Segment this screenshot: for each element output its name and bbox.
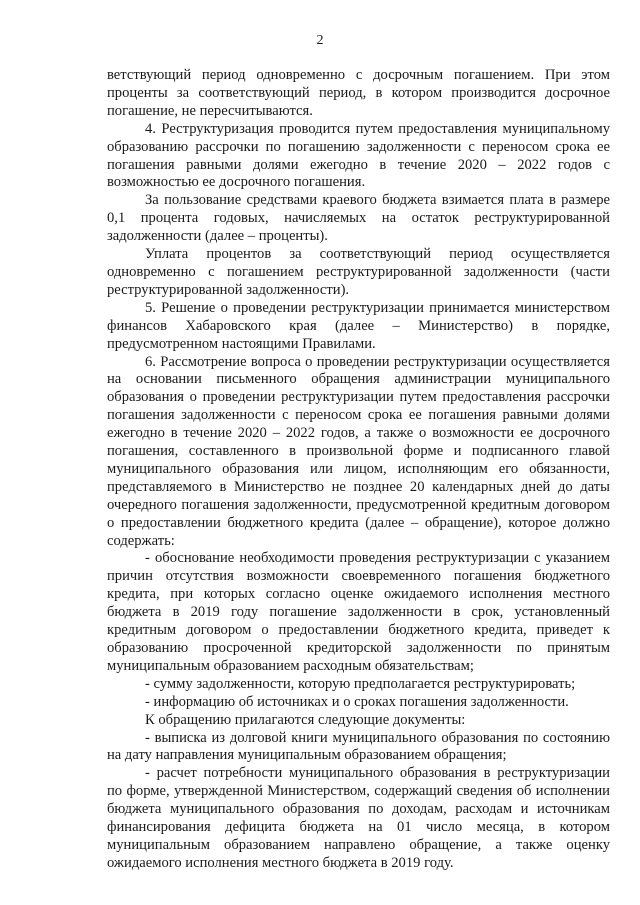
list-item-justification: - обоснование необходимости проведения реструктуризации с указанием причин отсутствия возможности своевременного погашения бюджетного кредита, при которых согласно оценке ожидаемого исполнения местного бюджета в 2019 году погашение задолженности в срок, установленный кредитным договором о предоставлении бюджетного кредита, приведет к образованию просроченной кредиторской задолженности по принятым муниципальным образованием расходным обязательствам;	[107, 550, 610, 674]
paragraph-item-4: 4. Реструктуризация проводится путем предоставления муниципальному образованию рассрочки по погашению задолженности с переносом срока ее погашения равными долями ежегодно в течение 2020 – 2022 годов с возможностью ее досрочного погашения.	[107, 120, 610, 191]
paragraph-attachments-intro: К обращению прилагаются следующие документы:	[145, 711, 466, 728]
list-item-debt-amount: - сумму задолженности, которую предполагается реструктурировать;	[145, 675, 576, 692]
list-item-repayment-sources: - информацию об источниках и о сроках погашения задолженности.	[145, 693, 569, 710]
document-body	[107, 67, 610, 873]
page-number: 2	[316, 33, 324, 48]
paragraph-continuation: ветствующий период одновременно с досрочным погашением. При этом проценты за соответствующий период, в котором производится досрочное погашение, не пересчитываются.	[107, 67, 610, 119]
paragraph-interest-fee: За пользование средствами краевого бюджета взимается плата в размере 0,1 процента годовых, начисляемых на остаток реструктурированной задолженности (далее – проценты).	[107, 192, 610, 245]
paragraph-item-6: 6. Рассмотрение вопроса о проведении реструктуризации осуществляется на основании письменного обращения администрации муниципального образования о проведении реструктуризации путем предоставления рассрочки погашения задолженности с переносом срока ее погашения равными долями ежегодно в течение 2020 – 2022 годов, а также о возможности ее досрочного погашения, составленного в произвольной форме и подписанного главой муниципального образования или лицом, исполняющим его обязанности, представляемого в Министерство не позднее 20 календарных дней до даты очередного погашения задолженности, предусмотренной кредитным договором о предоставлении бюджетного кредита (далее – обращение), которое должно содержать:	[107, 353, 610, 549]
paragraph-interest-payment: Уплата процентов за соответствующий период осуществляется одновременно с погашением реструктурированной задолженности (части реструктурированной задолженности).	[107, 246, 610, 298]
list-item-needs-calculation: - расчет потребности муниципального образования в реструктуризации по форме, утвержденной Министерством, содержащий сведения об исполнении бюджета муниципального образования по доходам, расходам и источникам финансирования дефицита бюджета на 01 число месяца, в котором муниципальным образованием направлено обращение, а также оценку ожидаемого исполнения местного бюджета в 2019 году.	[107, 765, 610, 871]
list-item-debt-book-extract: - выписка из долговой книги муниципального образования по состоянию на дату направления муниципальным образованием обращения;	[107, 729, 610, 764]
paragraph-item-5: 5. Решение о проведении реструктуризации принимается министерством финансов Хабаровского края (далее – Министерство) в порядке, предусмотренном настоящими Правилами.	[107, 299, 610, 352]
